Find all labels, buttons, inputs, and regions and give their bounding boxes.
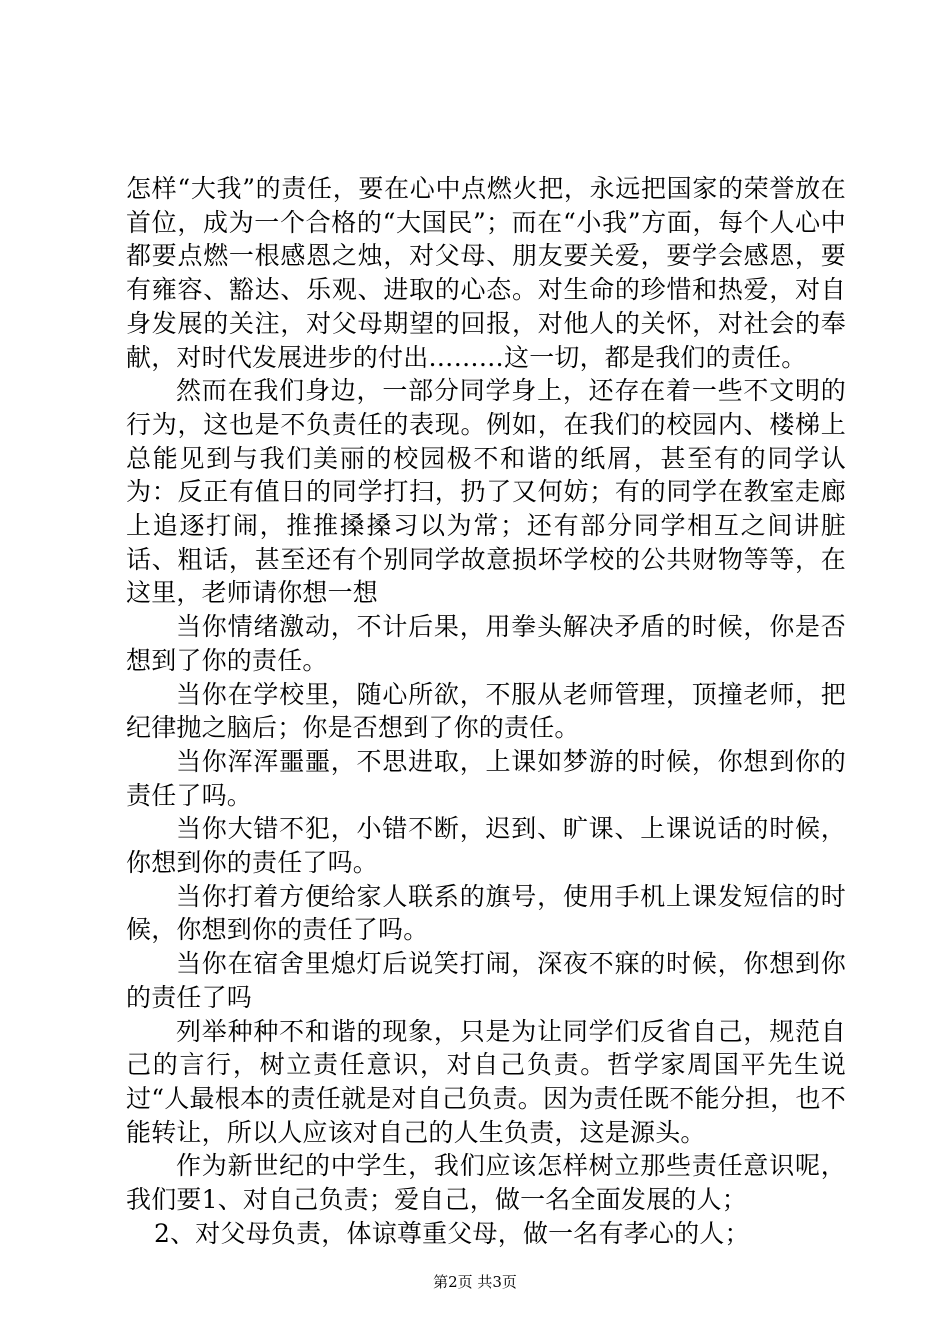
paragraph-1: 怎样“大我”的责任，要在心中点燃火把，永远把国家的荣誉放在首位，成为一个合格的“大国民”；而在“小我”方面，每个人心中都要点燃一根感恩之烛，对父母、朋友要关爱，要学会感恩，要有雍容、豁达、乐观、进取的心态。对生命的珍惜和热爱，对自身发展的关注，对父母期望的回报，对他人的关怀，对社会的奉献，对时代发展进步的付出………这一切，都是我们的责任。 bbox=[126, 174, 846, 372]
paragraph-5: 当你浑浑噩噩，不思进取，上课如梦游的时候，你想到你的责任了吗。 bbox=[126, 746, 846, 810]
paragraph-2: 然而在我们身边，一部分同学身上，还存在着一些不文明的行为，这也是不负责任的表现。例如，在我们的校园内、楼梯上总能见到与我们美丽的校园极不和谐的纸屑，甚至有的同学认为：反正有值日的同学打扫，扔了又何妨；有的同学在教室走廊上追逐打闹，推推搡搡习以为常；还有部分同学相互之间讲脏话、粗话，甚至还有个别同学故意损坏学校的公共财物等等，在这里，老师请你想一想 bbox=[126, 376, 846, 608]
paragraph-6: 当你大错不犯，小错不断，迟到、旷课、上课说话的时候，你想到你的责任了吗。 bbox=[126, 814, 846, 878]
paragraph-11: 2、对父母负责，体谅尊重父母，做一名有孝心的人； bbox=[154, 1218, 750, 1248]
paragraph-9: 列举种种不和谐的现象，只是为让同学们反省自己，规范自己的言行，树立责任意识，对自己负责。哲学家周国平先生说过“人最根本的责任就是对自己负责。因为责任既不能分担，也不能转让，所以人应该对自己的人生负责，这是源头。 bbox=[126, 1016, 846, 1147]
page-footer: 第2页 共3页 bbox=[433, 1273, 517, 1291]
document-body bbox=[126, 172, 846, 1251]
paragraph-8: 当你在宿舍里熄灯后说笑打闹，深夜不寐的时候，你想到你的责任了吗 bbox=[126, 949, 846, 1012]
paragraph-7: 当你打着方便给家人联系的旗号，使用手机上课发短信的时候，你想到你的责任了吗。 bbox=[126, 881, 846, 945]
paragraph-10: 作为新世纪的中学生，我们应该怎样树立那些责任意识呢，我们要1、对自己负责；爱自己，做一名全面发展的人； bbox=[126, 1151, 846, 1215]
paragraph-4: 当你在学校里，随心所欲，不服从老师管理，顶撞老师，把纪律抛之脑后；你是否想到了你的责任。 bbox=[126, 679, 846, 743]
paragraph-3: 当你情绪激动，不计后果，用拳头解决矛盾的时候，你是否想到了你的责任。 bbox=[126, 612, 846, 675]
